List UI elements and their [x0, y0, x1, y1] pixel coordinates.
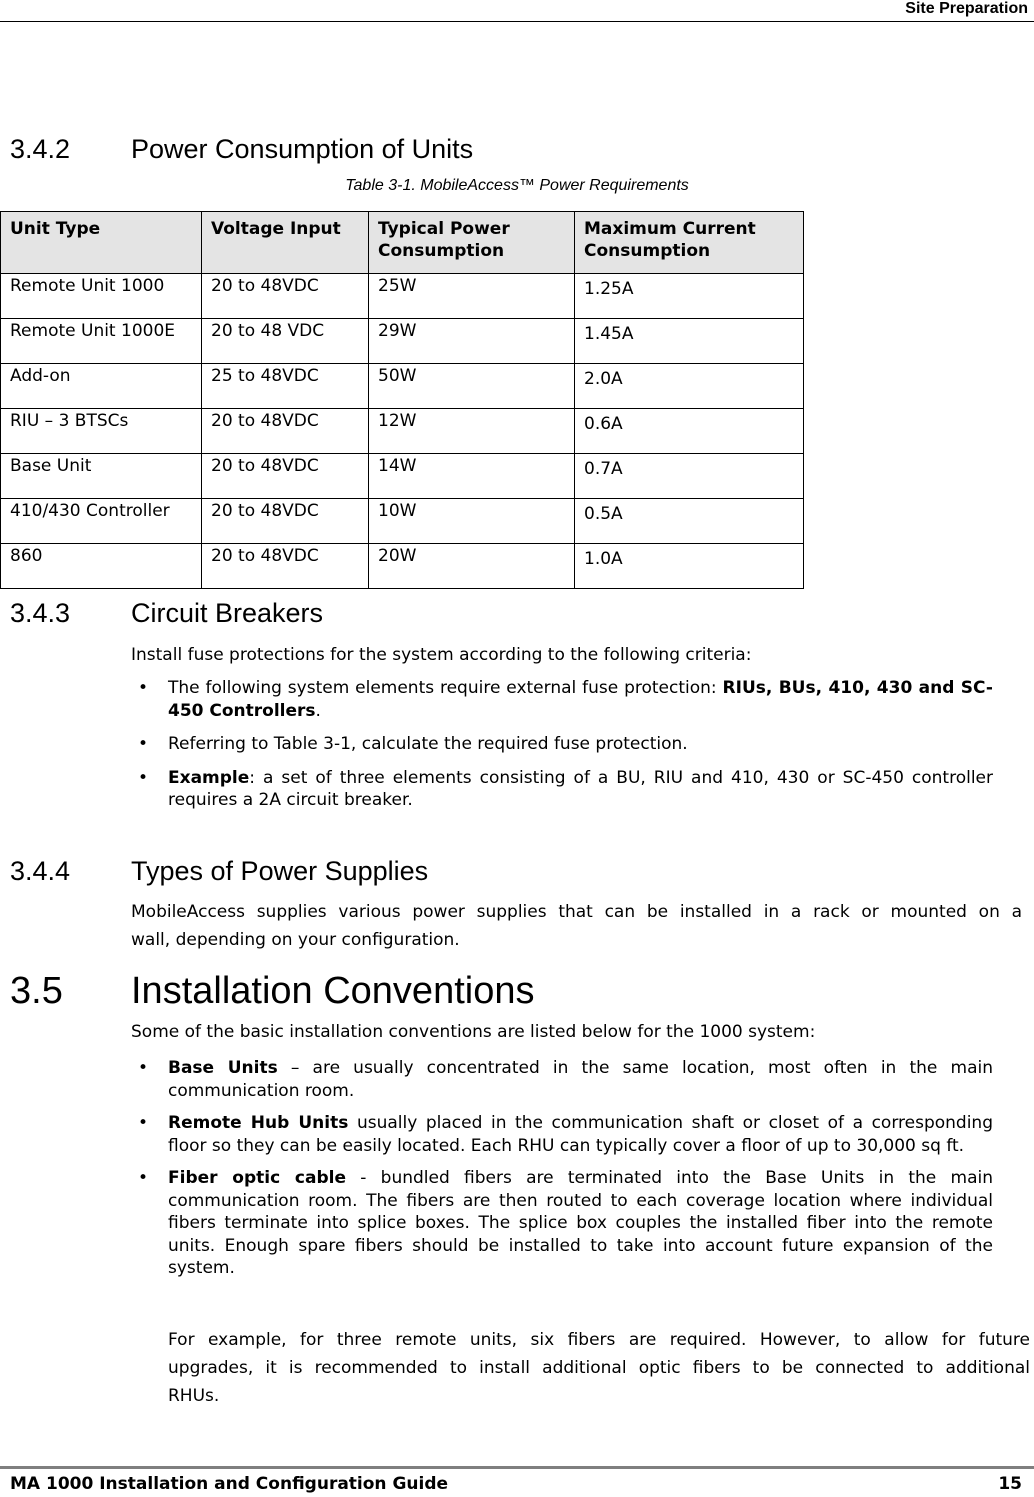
table-cell: 20 to 48VDC	[202, 454, 369, 499]
section-title: Power Consumption of Units	[131, 134, 474, 164]
bullet-icon: •	[138, 734, 149, 754]
heading-3-4-3	[10, 598, 323, 629]
heading-3-4-4	[10, 856, 428, 887]
bullet-icon: •	[138, 1113, 149, 1133]
table-cell: 14W	[369, 454, 575, 499]
table-cell: 10W	[369, 499, 575, 544]
table-row	[1, 454, 804, 499]
table-header-row	[1, 212, 804, 274]
section-title: Installation Conventions	[131, 970, 535, 1012]
table-row	[1, 274, 804, 319]
table-cell: 20 to 48 VDC	[202, 319, 369, 364]
table-cell: 20 to 48VDC	[202, 409, 369, 454]
heading-3-5	[10, 970, 534, 1013]
footer-rule	[0, 1466, 1034, 1469]
table-cell: 860	[1, 544, 202, 589]
list-item: • Fiber optic cable - bundled fibers are terminated into the Base Units in the main communication room. The fibers are then routed to each coverage location where individual fibers terminate into splice boxes. The splice box couples the installed fiber into the remote units. Enough spare fibers should be installed to take into account future expansion of the system.	[138, 1168, 993, 1278]
paragraph: Some of the basic installation conventions are listed below for the 1000 system:	[131, 1022, 816, 1042]
paragraph-line: wall, depending on your configuration.	[131, 930, 460, 950]
column-header: Unit Type	[1, 212, 202, 274]
table-row	[1, 319, 804, 364]
footer-title: MA 1000 Installation and Configuration Guide	[10, 1474, 449, 1494]
section-title: Circuit Breakers	[131, 598, 324, 628]
power-requirements-table	[0, 211, 804, 589]
table-cell: 1.25A	[575, 274, 804, 319]
table-cell: 50W	[369, 364, 575, 409]
column-header: Typical Power Consumption	[369, 212, 575, 274]
bullet-icon: •	[138, 1168, 149, 1188]
table-cell: Add-on	[1, 364, 202, 409]
paragraph-line: For example, for three remote units, six fibers are required. However, to allow for future	[168, 1330, 1030, 1350]
table-row	[1, 499, 804, 544]
table-cell: 0.6A	[575, 409, 804, 454]
table-cell: 12W	[369, 409, 575, 454]
table-row	[1, 364, 804, 409]
section-number: 3.4.2	[10, 134, 71, 164]
table-cell: 25W	[369, 274, 575, 319]
table-cell: 20W	[369, 544, 575, 589]
table-cell: 1.0A	[575, 544, 804, 589]
table-cell: 20 to 48VDC	[202, 544, 369, 589]
paragraph-line: upgrades, it is recommended to install additional optic fibers to be connected to additional	[168, 1358, 1030, 1378]
paragraph-line: MobileAccess supplies various power supplies that can be installed in a rack or mounted on a	[131, 902, 1022, 922]
section-number: 3.4.3	[10, 598, 71, 628]
table-cell: 2.0A	[575, 364, 804, 409]
table-cell: 410/430 Controller	[1, 499, 202, 544]
table-cell: 29W	[369, 319, 575, 364]
table-cell: 20 to 48VDC	[202, 499, 369, 544]
bullet-icon: •	[138, 1058, 149, 1078]
table-cell: 0.7A	[575, 454, 804, 499]
bullet-icon: •	[138, 678, 149, 698]
bullet-list	[131, 1057, 993, 1280]
list-item: • Base Units – are usually concentrated in the same location, most often in the main communication room.	[138, 1058, 993, 1101]
bullet-icon: •	[138, 767, 149, 788]
list-item: • Example: a set of three elements consisting of a BU, RIU and 410, 430 or SC-450 controller requires a 2A circuit breaker.	[138, 767, 993, 810]
list-item: • Remote Hub Units usually placed in the communication shaft or closet of a corresponding floor so they can be easily located. Each RHU can typically cover a floor of up to 30,000 sq ft.	[138, 1113, 993, 1156]
heading-3-4-2	[10, 134, 473, 165]
table-caption: Table 3-1. MobileAccess™ Power Requirements	[345, 177, 689, 194]
column-header: Maximum Current Consumption	[575, 212, 804, 274]
list-item: • The following system elements require external fuse protection: RIUs, BUs, 410, 430 and SC-450 Controllers.	[138, 678, 993, 721]
paragraph-line: RHUs.	[168, 1386, 220, 1406]
section-number: 3.4.4	[10, 856, 71, 886]
table-cell: 20 to 48VDC	[202, 274, 369, 319]
table-cell: Remote Unit 1000	[1, 274, 202, 319]
list-item: • Referring to Table 3-1, calculate the required fuse protection.	[138, 734, 688, 754]
table-row	[1, 544, 804, 589]
page-number: 15	[998, 1474, 1022, 1494]
table-cell: 25 to 48VDC	[202, 364, 369, 409]
table-cell: Base Unit	[1, 454, 202, 499]
table-cell: RIU – 3 BTSCs	[1, 409, 202, 454]
running-header: Site Preparation	[905, 0, 1028, 17]
section-title: Types of Power Supplies	[131, 856, 429, 886]
table-cell: Remote Unit 1000E	[1, 319, 202, 364]
section-number: 3.5	[10, 970, 63, 1012]
table-row	[1, 409, 804, 454]
column-header: Voltage Input	[202, 212, 369, 274]
paragraph: Install fuse protections for the system according to the following criteria:	[131, 645, 752, 665]
bullet-list	[131, 677, 993, 812]
table-cell: 0.5A	[575, 499, 804, 544]
table-cell: 1.45A	[575, 319, 804, 364]
header-rule	[0, 21, 1034, 22]
